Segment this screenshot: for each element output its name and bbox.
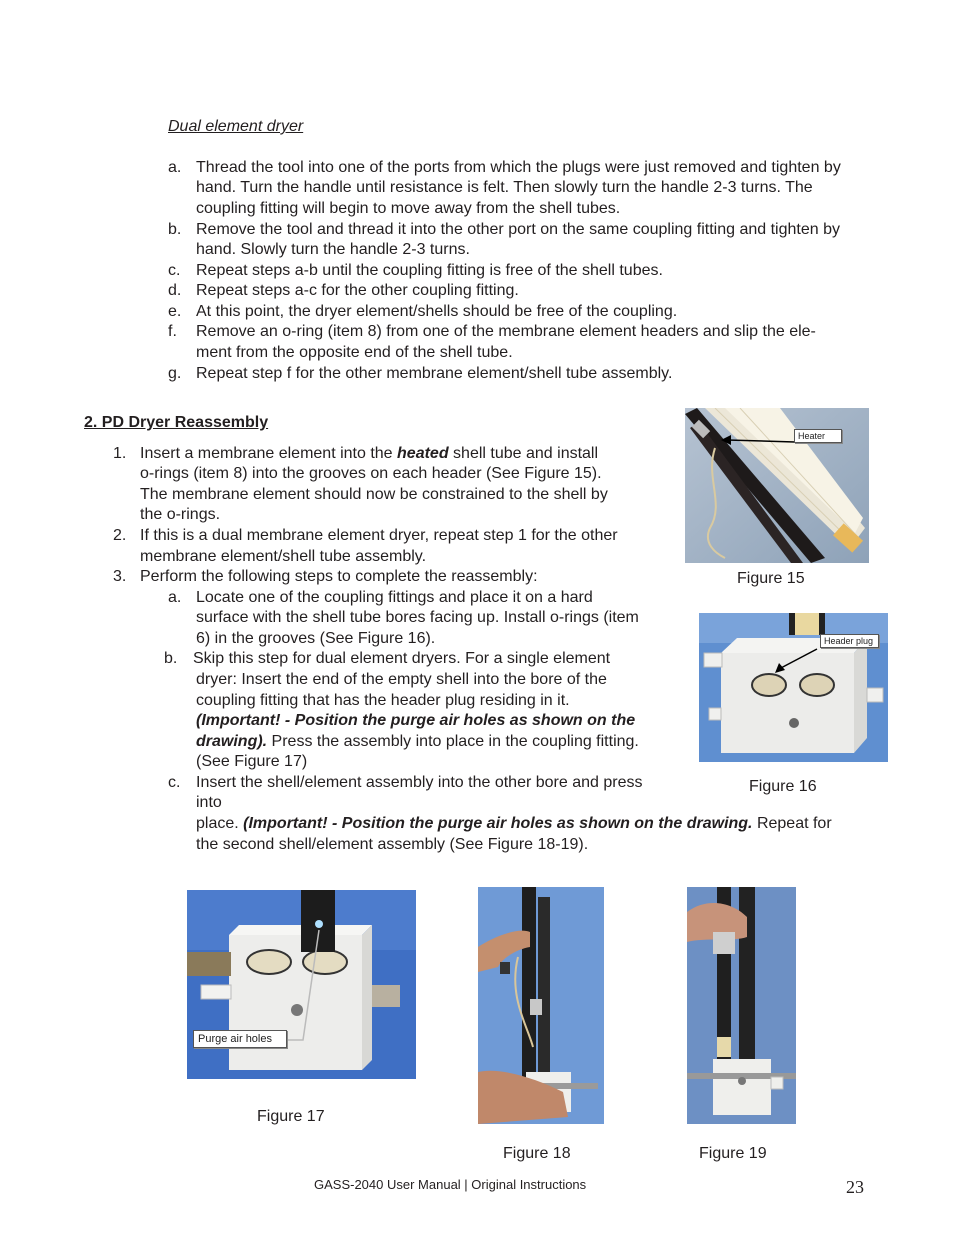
step-marker: 1. (113, 445, 127, 462)
second-assembly-illustration (687, 887, 796, 1124)
step-line: If this is a dual membrane element dryer, repeat step 1 for the other (140, 527, 618, 544)
list-item-line: Remove the tool and thread it into the other port on the same coupling fitting and tighten by (196, 221, 840, 238)
assembly-press-illustration (478, 887, 604, 1124)
figure-19-label: Figure 19 (699, 1145, 767, 1162)
important-note: (Important! - Position the purge air holes as shown on the (196, 712, 636, 729)
list-item-line: coupling fitting will begin to move away from the shell tubes. (196, 200, 621, 217)
list-item-line: hand. Turn the handle until resistance is felt. Then slowly turn the handle 2-3 turns. The (196, 179, 813, 196)
sub-line: dryer: Insert the end of the empty shell into the bore of the (196, 671, 607, 688)
dual-element-heading: Dual element dryer (168, 118, 304, 135)
sub-line: (See Figure 17) (196, 753, 308, 770)
step-line: the o-rings. (140, 506, 221, 523)
sub-line: Locate one of the coupling fittings and place it on a hard (196, 589, 593, 606)
figure-17-photo (187, 890, 416, 1079)
purge-air-holes-callout: Purge air holes (193, 1030, 287, 1048)
heater-callout: Heater (794, 429, 842, 443)
page-number: 23 (846, 1177, 864, 1197)
list-item-line: Repeat steps a-c for the other coupling fitting. (196, 282, 519, 299)
list-item-line: At this point, the dryer element/shells should be free of the coupling. (196, 303, 678, 320)
figure-15-label: Figure 15 (737, 570, 805, 587)
list-marker: a. (168, 159, 182, 176)
figure-16-label: Figure 16 (749, 778, 817, 795)
list-item-line: Remove an o-ring (item 8) from one of the membrane element headers and slip the ele- (196, 323, 816, 340)
step-line: membrane element/shell tube assembly. (140, 548, 427, 565)
list-item-line: Thread the tool into one of the ports from which the plugs were just removed and tighten by (196, 159, 841, 176)
sub-line: place. (Important! - Position the purge air holes as shown on the drawing. Repeat for (196, 815, 832, 832)
figure-18-photo (478, 887, 604, 1124)
figure-17-label: Figure 17 (257, 1108, 325, 1125)
heated-emphasis: heated (397, 445, 449, 462)
sub-line: the second shell/element assembly (See Figure 18-19). (196, 836, 589, 853)
step-line: o-rings (item 8) into the grooves on each header (See Figure 15). (140, 465, 602, 482)
sub-line: surface with the shell tube bores facing up. Install o-rings (item (196, 609, 639, 626)
step-line: The membrane element should now be constrained to the shell by (140, 486, 608, 503)
step-marker: 2. (113, 527, 127, 544)
list-marker: d. (168, 282, 182, 299)
list-marker: g. (168, 365, 182, 382)
sub-line: Insert the shell/element assembly into the other bore and press (196, 774, 643, 791)
footer-text: GASS-2040 User Manual | Original Instructions (314, 1177, 587, 1192)
sub-line: coupling fitting that has the header plug residing in it. (196, 692, 570, 709)
figure-19-photo (687, 887, 796, 1124)
reassembly-heading: 2. PD Dryer Reassembly (84, 414, 269, 431)
list-item-line: Repeat step f for the other membrane element/shell tube assembly. (196, 365, 673, 382)
sub-line: into (196, 794, 222, 811)
sub-line: drawing). Press the assembly into place in the coupling fitting. (196, 733, 639, 750)
purge-holes-illustration (187, 890, 416, 1079)
figure-18-label: Figure 18 (503, 1145, 571, 1162)
sub-marker: a. (168, 589, 182, 606)
list-marker: c. (168, 262, 181, 279)
list-marker: f. (168, 323, 177, 340)
list-marker: e. (168, 303, 182, 320)
list-marker: b. (168, 221, 182, 238)
step-marker: 3. (113, 568, 127, 585)
step-line: Perform the following steps to complete the reassembly: (140, 568, 538, 585)
sub-line: Skip this step for dual element dryers. For a single element (193, 650, 611, 667)
sub-line: 6) in the grooves (See Figure 16). (196, 630, 436, 647)
list-item-line: hand. Slowly turn the handle 2-3 turns. (196, 241, 470, 258)
list-item-line: ment from the opposite end of the shell tube. (196, 344, 513, 361)
sub-marker: c. (168, 774, 181, 791)
step-1-line-1: Insert a membrane element into the heated shell tube and install (140, 445, 599, 462)
sub-marker: b. (164, 650, 178, 667)
list-item-line: Repeat steps a-b until the coupling fitting is free of the shell tubes. (196, 262, 663, 279)
header-plug-callout: Header plug (820, 634, 879, 648)
